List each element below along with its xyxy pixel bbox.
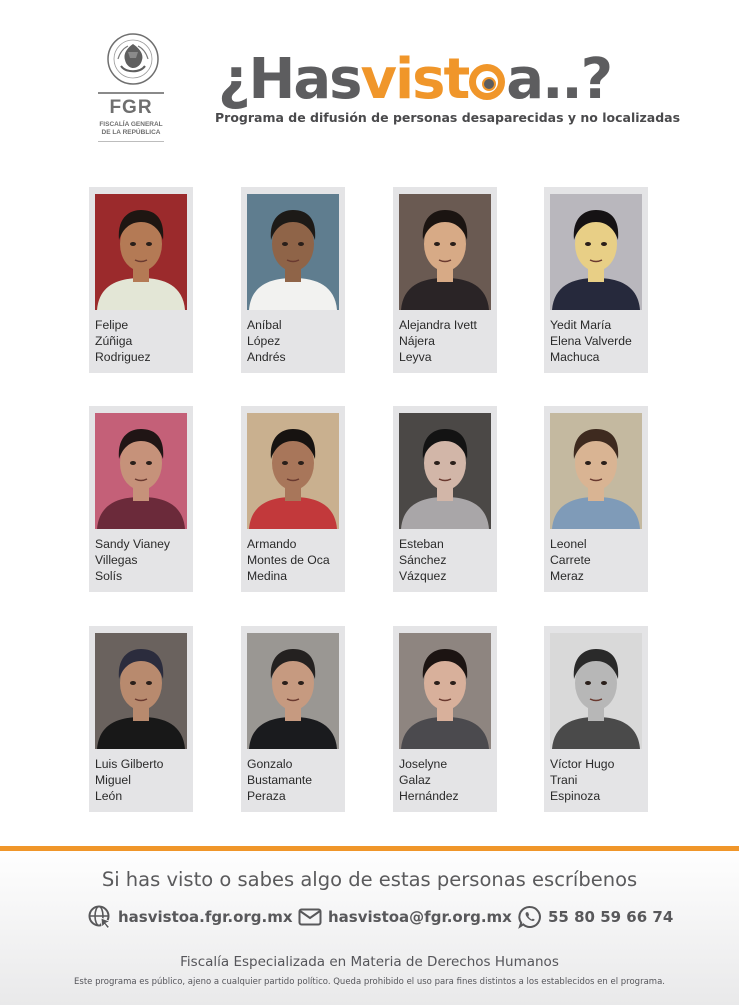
person-name-line: Luis Gilberto (95, 757, 164, 771)
person-photo (247, 413, 339, 529)
person-name (550, 536, 648, 584)
globe-cursor-icon (88, 905, 112, 929)
person-name-line: López (247, 334, 281, 348)
agency-name-line1: FISCALÍA GENERAL (99, 121, 163, 128)
person-photo (95, 413, 187, 529)
person-name-line: Leyva (399, 350, 432, 364)
agency-acronym: FGR (109, 97, 153, 118)
person-name (247, 756, 345, 804)
person-name-line: Trani (550, 773, 578, 787)
website-link[interactable]: hasvistoa.fgr.org.mx (118, 908, 293, 926)
person-name-line: Felipe (95, 318, 129, 332)
person-card[interactable] (393, 626, 497, 812)
person-name-line: Joselyne (399, 757, 448, 771)
person-name (550, 756, 648, 804)
email-contact[interactable] (298, 904, 512, 930)
person-name (399, 536, 497, 584)
person-card[interactable] (544, 187, 648, 373)
person-name (399, 756, 497, 804)
whatsapp-icon (518, 905, 542, 929)
person-name-line: Meraz (550, 569, 584, 583)
person-name-line: Espinoza (550, 789, 601, 803)
phone-number[interactable]: 55 80 59 66 74 (548, 908, 674, 926)
envelope-icon (298, 905, 322, 929)
person-name-line: Yedit María (550, 318, 612, 332)
person-name-line: Gonzalo (247, 757, 293, 771)
person-name-line: Leonel (550, 537, 587, 551)
person-card[interactable] (544, 626, 648, 812)
person-name (399, 317, 497, 365)
person-photo (247, 194, 339, 310)
person-name-line: Elena Valverde (550, 334, 632, 348)
brand-part-a: a..? (506, 47, 612, 112)
person-photo (399, 633, 491, 749)
person-card[interactable] (89, 406, 193, 592)
footer (0, 846, 739, 1005)
person-card[interactable] (241, 626, 345, 812)
person-name-line: León (95, 789, 123, 803)
agency-name-line2: DE LA REPÚBLICA (101, 129, 161, 136)
person-photo (550, 633, 642, 749)
person-card[interactable] (241, 187, 345, 373)
person-card[interactable] (89, 187, 193, 373)
person-name (247, 536, 345, 584)
phone-contact[interactable] (518, 904, 673, 930)
person-name-line: Solís (95, 569, 123, 583)
email-link[interactable]: hasvistoa@fgr.org.mx (328, 908, 512, 926)
person-name-line: Sandy Vianey (95, 537, 170, 551)
footer-divider (0, 846, 739, 851)
person-name-line: Montes de Oca (247, 553, 330, 567)
person-card[interactable] (393, 187, 497, 373)
person-name-line: Aníbal (247, 318, 282, 332)
person-card[interactable] (241, 406, 345, 592)
brand-part-has: ¿Has (218, 47, 361, 112)
person-photo (247, 633, 339, 749)
person-photo (95, 633, 187, 749)
person-name-line: Esteban (399, 537, 444, 551)
person-photo (550, 194, 642, 310)
person-name-line: Machuca (550, 350, 600, 364)
person-name-line: Rodriguez (95, 350, 151, 364)
person-photo (399, 413, 491, 529)
person-name-line: Zúñiga (95, 334, 133, 348)
person-name-line: Hernández (399, 789, 459, 803)
person-card[interactable] (544, 406, 648, 592)
person-name-line: Alejandra Ivett (399, 318, 477, 332)
person-name (95, 756, 193, 804)
person-card[interactable] (89, 626, 193, 812)
footer-call-to-action: Si has visto o sabes algo de estas personas escríbenos (101, 868, 638, 891)
person-name-line: Villegas (95, 553, 138, 567)
person-card[interactable] (393, 406, 497, 592)
person-name-line: Galaz (399, 773, 431, 787)
office-name: Fiscalía Especializada en Materia de Derechos Humanos (180, 954, 559, 970)
person-photo (550, 413, 642, 529)
person-name-line: Nájera (399, 334, 435, 348)
person-name (95, 536, 193, 584)
person-name-line: Bustamante (247, 773, 313, 787)
person-name-line: Carrete (550, 553, 591, 567)
person-name-line: Andrés (247, 350, 286, 364)
person-photo (399, 194, 491, 310)
person-name (247, 317, 345, 365)
person-name-line: Sánchez (399, 553, 447, 567)
person-name-line: Víctor Hugo (550, 757, 615, 771)
brand-part-vist: vist (360, 47, 469, 112)
website-contact[interactable] (88, 904, 293, 930)
person-name-line: Vázquez (399, 569, 447, 583)
person-name-line: Peraza (247, 789, 286, 803)
person-name (95, 317, 193, 365)
person-name (550, 317, 648, 365)
program-subtitle: Programa de difusión de personas desaparecidas y no localizadas (215, 110, 681, 125)
person-name-line: Armando (247, 537, 297, 551)
person-name-line: Miguel (95, 773, 131, 787)
person-photo (95, 194, 187, 310)
legal-disclaimer: Este programa es público, ajeno a cualquier partido político. Queda prohibido el uso para fines distintos a los establecidos en el programa. (74, 977, 665, 987)
person-name-line: Medina (247, 569, 287, 583)
